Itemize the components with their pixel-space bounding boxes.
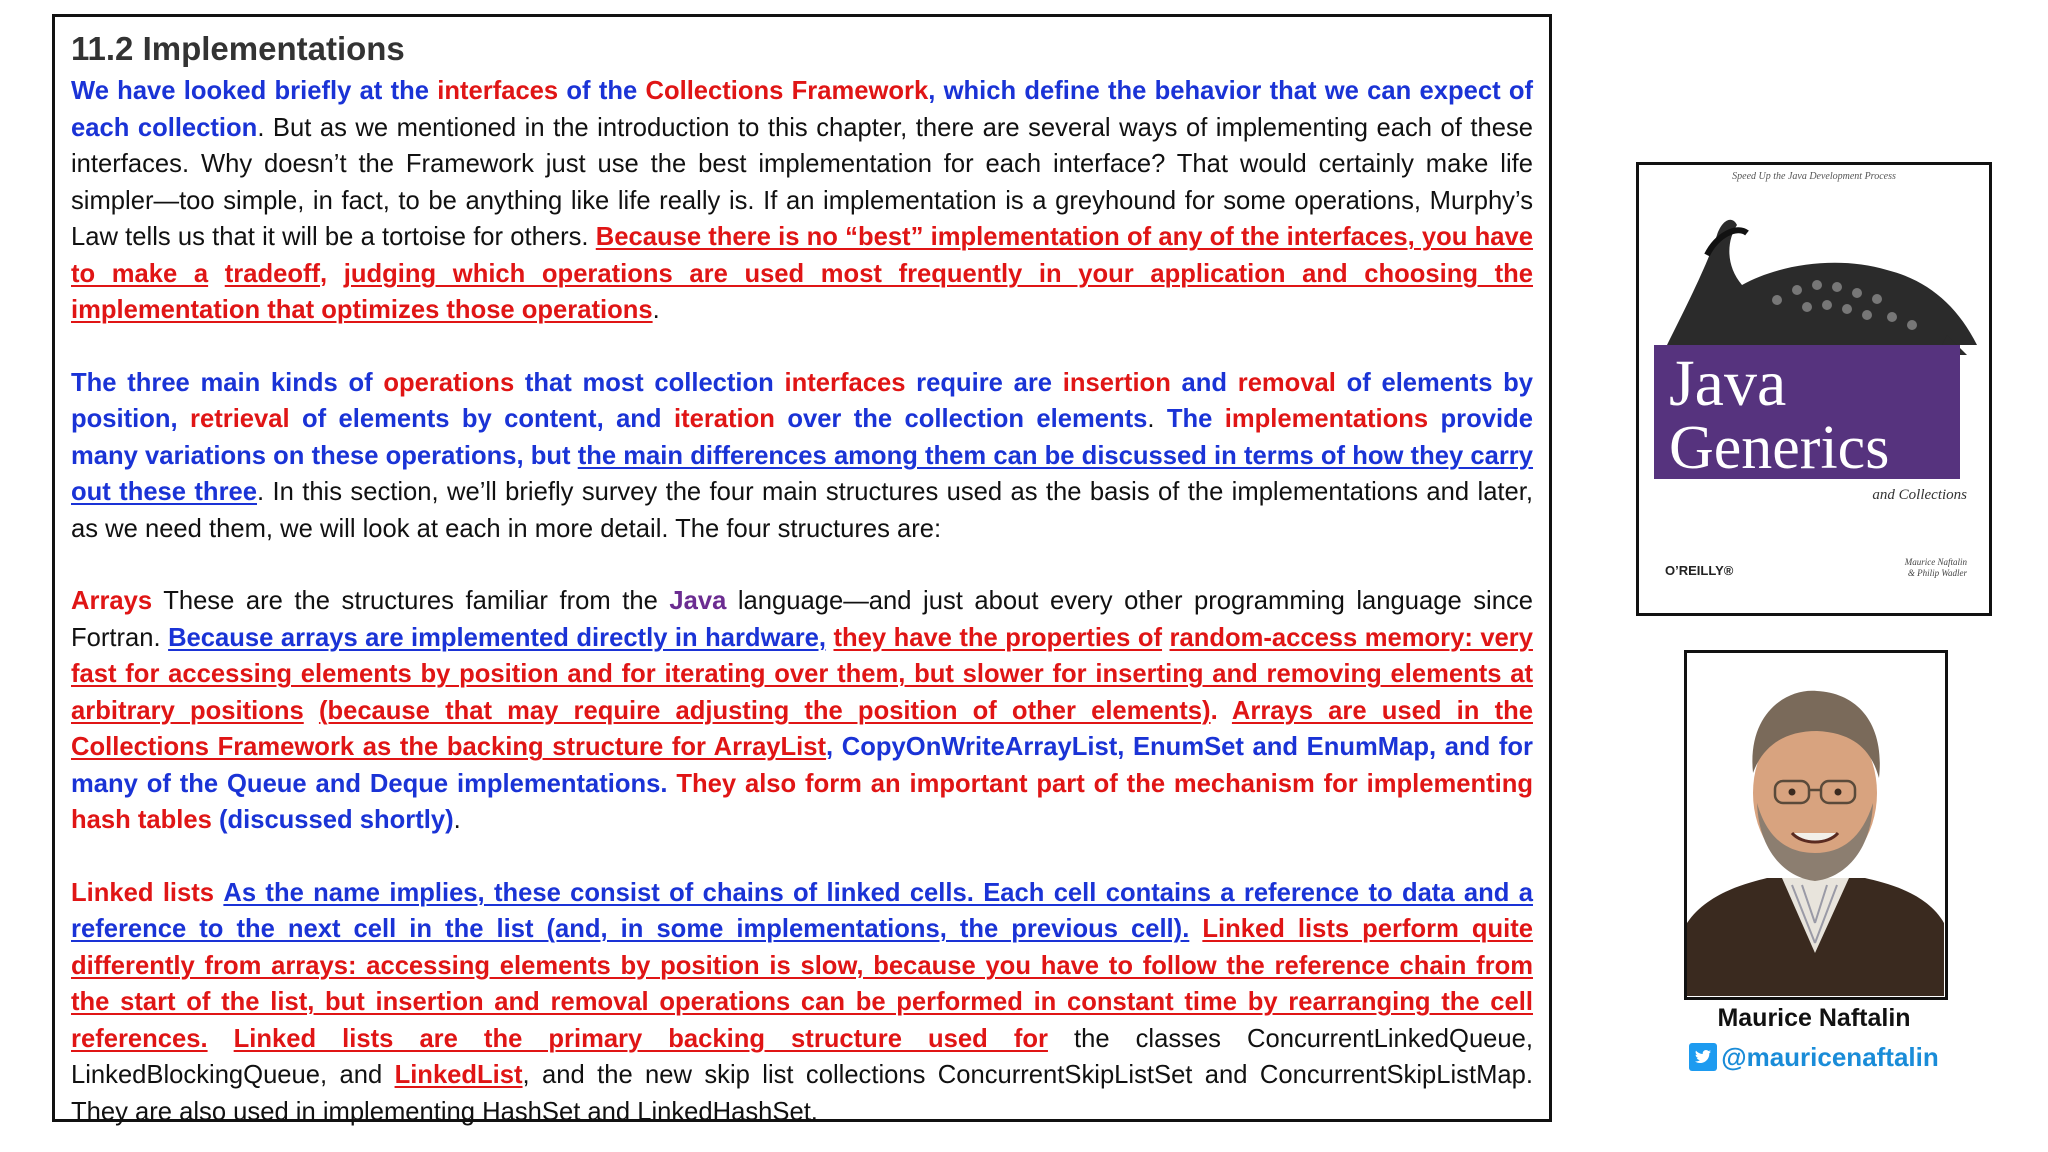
publisher-logo: O’REILLY®: [1665, 563, 1734, 578]
text-span: . In this section, we’ll briefly survey the four main structures used as the basis of the implementations and later, as we need them, we will look at each in more detail. The four structures are:: [71, 478, 1533, 543]
text-span: of elements by position,: [71, 368, 1533, 433]
book-subtitle: and Collections: [1872, 487, 1967, 503]
text-span: the classes ConcurrentLinkedQueue, LinkedBlockingQueue, and: [71, 1024, 1533, 1089]
text-span: Collections Framework: [645, 77, 929, 105]
text-span: (because that may require adjusting the position of other elements): [318, 696, 1211, 725]
text-span: , which define the behavior that we can expect of each collection: [71, 77, 1533, 142]
text-span: .: [1147, 405, 1167, 433]
text-span: insertion: [1062, 368, 1171, 397]
term-arrays: Arrays: [71, 587, 153, 615]
text-span: implementations: [1224, 405, 1429, 433]
text-span: over the collection elements: [774, 405, 1148, 433]
text-span: removal: [1237, 368, 1336, 397]
paragraph-operations: [71, 365, 1533, 548]
book-title-line1: Java: [1669, 347, 1787, 420]
text-span: [1189, 915, 1202, 943]
text-span: We have looked briefly at the: [71, 77, 438, 105]
text-span: of the: [558, 77, 646, 105]
book-author-2: & Philip Wadler: [1907, 568, 1967, 578]
text-span: they have the properties of: [833, 623, 1163, 652]
text-span: Because arrays are implemented directly in hardware,: [168, 623, 827, 652]
text-span: Arrays are used in the Collections Framework as the backing structure for ArrayList: [71, 696, 1533, 761]
text-span: [208, 1025, 234, 1053]
text-span: These are the structures familiar from the: [152, 587, 670, 615]
text-span: The three main kinds of: [71, 368, 384, 397]
book-authors: [1877, 557, 1967, 579]
author-twitter-handle[interactable]: [1632, 1042, 1996, 1073]
slide-title: 11.2 Implementations: [71, 30, 405, 67]
text-span: , CopyOnWriteArrayList, EnumSet and EnumMap, and for many of the Queue and Deque implementations.: [71, 733, 1533, 798]
text-span: retrieval: [190, 405, 290, 433]
paragraph-gap: [71, 547, 1533, 583]
text-span: Linked lists are the primary backing structure used for: [233, 1024, 1048, 1053]
paragraph-arrays: [71, 583, 1533, 839]
book-title-line2: Generics: [1669, 414, 1890, 482]
text-span: .: [453, 806, 461, 834]
text-span: language—and just about every other programming language since Fortran.: [71, 587, 1533, 652]
author-portrait-illustration: [1687, 653, 1944, 996]
text-span: of elements by content, and: [289, 405, 674, 433]
text-span: the main differences among them can be discussed in terms of how they carry out these three: [71, 441, 1533, 506]
paragraph-intro: [71, 73, 1533, 329]
text-span: tradeoff: [224, 259, 321, 288]
text-span: that most collection: [514, 368, 785, 397]
author-name: Maurice Naftalin: [1717, 1004, 1911, 1032]
text-span: Java: [669, 587, 727, 615]
text-span: interfaces: [784, 368, 906, 397]
book-cover-image: [1636, 162, 1992, 616]
text-span: ,: [320, 259, 344, 288]
text-span: .: [652, 296, 660, 324]
paragraph-linked-lists: [71, 875, 1533, 1131]
crocodile-illustration: [1647, 195, 1983, 355]
twitter-bird-icon: [1689, 1043, 1717, 1071]
text-span: random-access memory: very fast for accessing elements by position and for iterating over them, but slower for inserting and removing elements at arbitrary positions: [71, 623, 1533, 725]
author-handle-text[interactable]: @mauricenaftalin: [1721, 1042, 1939, 1072]
text-span: iteration: [673, 405, 775, 433]
text-span: The: [1166, 405, 1225, 433]
text-span: interfaces: [437, 77, 559, 105]
text-span: .: [1210, 696, 1232, 725]
text-span: [1162, 624, 1169, 652]
paragraph-gap: [71, 839, 1533, 875]
text-span: (discussed shortly): [211, 806, 454, 834]
book-author-1: Maurice Naftalin: [1904, 557, 1967, 567]
text-span: As the name implies, these consist of chains of linked cells. Each cell contains a reference to data and a reference to the next cell in the list (and, in some implementations, the previous cell).: [71, 878, 1533, 943]
text-span: They also form an important part of the mechanism for implementing hash tables: [71, 769, 1533, 834]
text-span: and: [1170, 368, 1238, 397]
book-tagline: Speed Up the Java Development Process: [1732, 171, 1896, 182]
slide-panel: [52, 14, 1552, 1126]
text-span: require are: [905, 368, 1063, 397]
text-span: . But as we mentioned in the introduction to this chapter, there are several ways of implementing each of these interfaces. Why doesn’t the Framework just use the best implementation for each interface? That would certainly make life simpler—too simple, in fact, to be anything like life really is. If an implementation is a greyhound for some operations, Murphy’s Law tells us that it will be a tortoise for others.: [71, 113, 1534, 251]
author-photo: [1684, 650, 1948, 1000]
text-span: LinkedList: [394, 1061, 523, 1089]
text-span: judging which operations are used most frequently in your application and choosing the implementation that optimizes those operations: [71, 259, 1533, 324]
text-span: operations: [383, 368, 515, 397]
paragraph-gap: [71, 329, 1533, 365]
text-span: Because there is no “best” implementation of any of the interfaces, you have to make a: [71, 223, 1533, 288]
text-span: [214, 879, 223, 907]
text-span: [304, 697, 319, 725]
term-linked-lists: Linked lists: [71, 878, 215, 907]
text-span: provide many variations on these operations, but: [71, 405, 1533, 470]
text-span: Linked lists perform quite differently from arrays: accessing elements by position is slow, because you have to follow the reference chain from the start of the list, but insertion and removal operations can be performed in constant time by rearranging the cell references.: [71, 915, 1533, 1053]
text-span: , and the new skip list collections ConcurrentSkipListSet and ConcurrentSkipListMap. They are also used in implementing HashSet and LinkedHashSet.: [71, 1061, 1533, 1126]
text-span: [208, 260, 225, 288]
